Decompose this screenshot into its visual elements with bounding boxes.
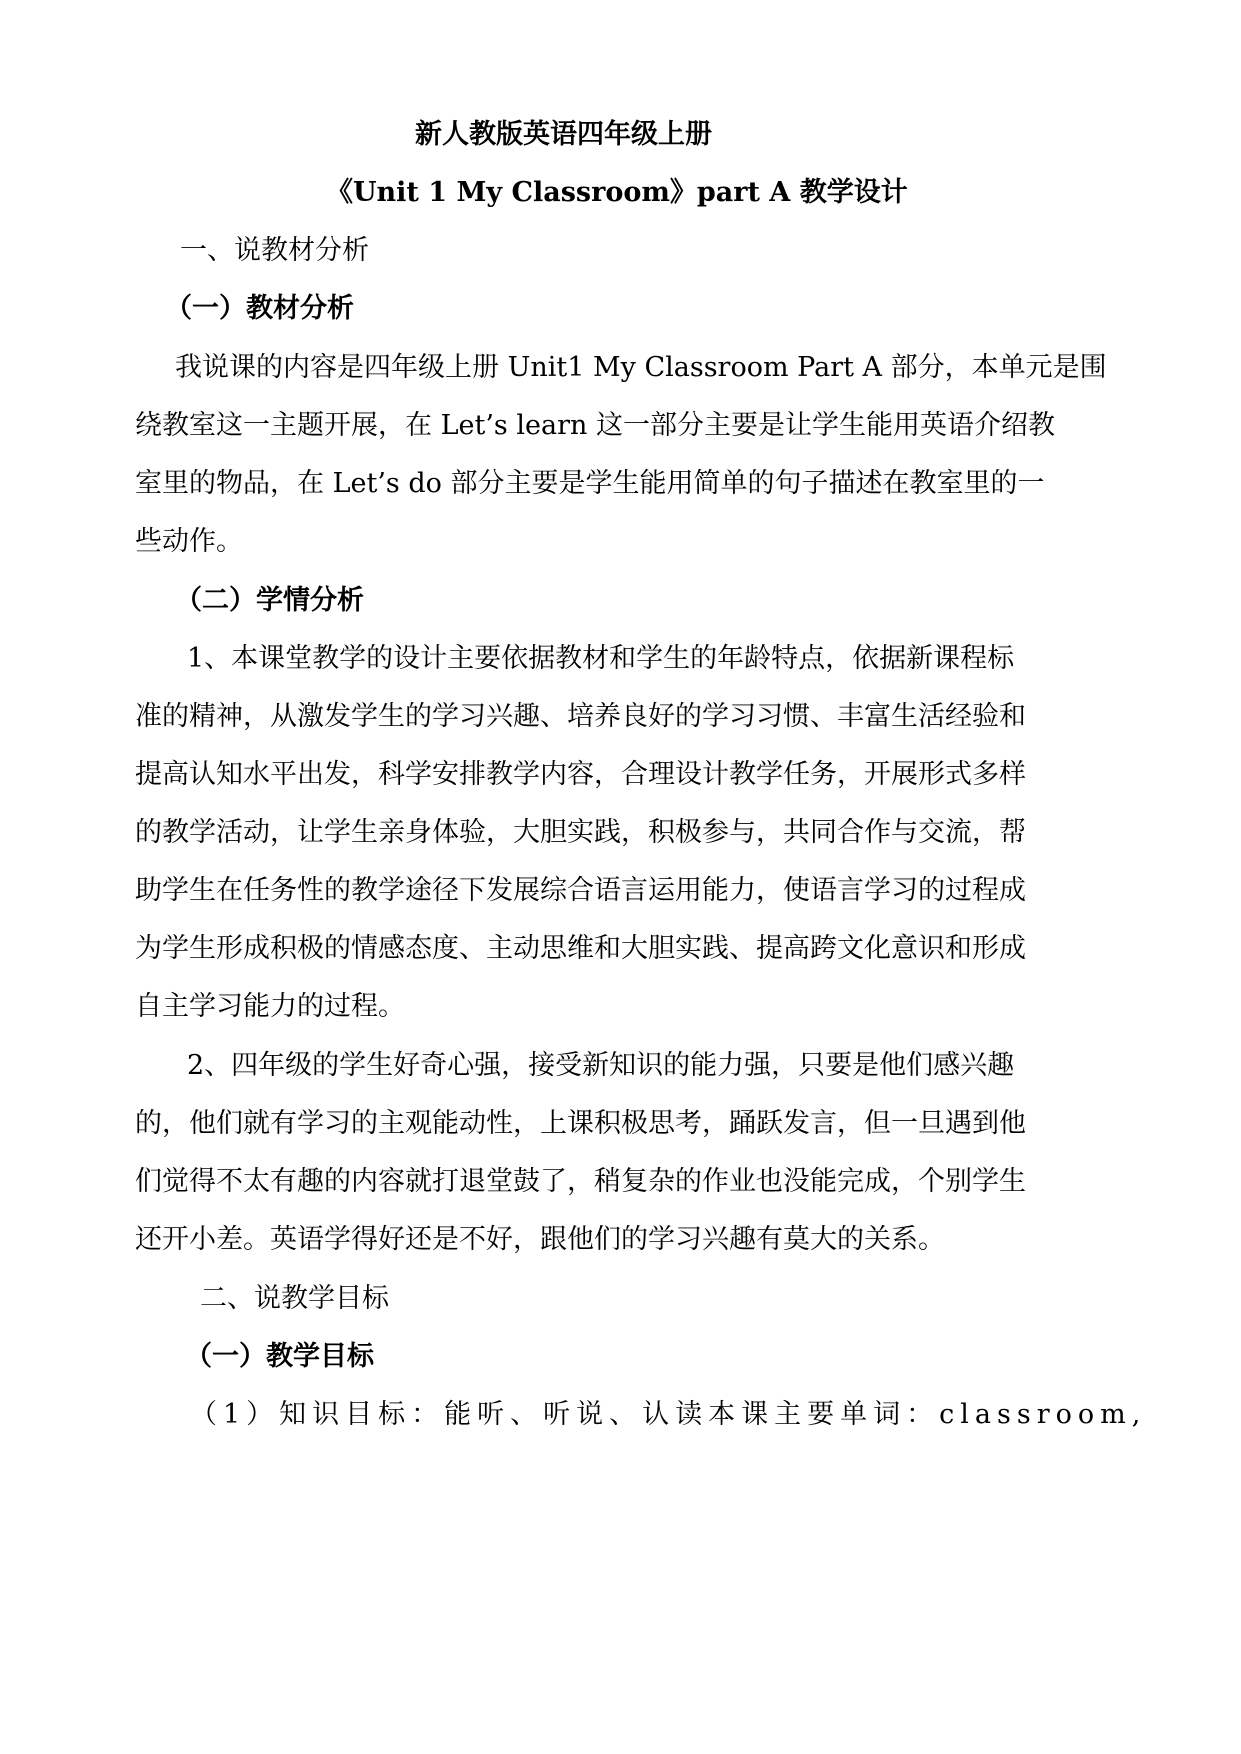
document-title: 新人教版英语四年级上册 (415, 119, 712, 150)
paragraph-line: 绕教室这一主题开展，在 Let’s learn 这一部分主要是让学生能用英语介绍教 (135, 410, 1055, 441)
paragraph-line: 室里的物品，在 Let’s do 部分主要是学生能用简单的句子描述在教室里的一 (135, 468, 1045, 499)
document-subtitle: 《Unit 1 My Classroom》part A 教学设计 (326, 177, 908, 208)
paragraph-line: 为学生形成积极的情感态度、主动思维和大胆实践、提高跨文化意识和形成 (135, 933, 1026, 964)
paragraph-line: 自主学习能力的过程。 (135, 991, 405, 1022)
paragraph-line: 还开小差。英语学得好还是不好，跟他们的学习兴趣有莫大的关系。 (135, 1224, 945, 1255)
paragraph-line: 的教学活动，让学生亲身体验，大胆实践，积极参与，共同合作与交流，帮 (135, 817, 1026, 848)
paragraph-line: 提高认知水平出发，科学安排教学内容，合理设计教学任务，开展形式多样 (135, 759, 1026, 790)
paragraph-line: 们觉得不太有趣的内容就打退堂鼓了，稍复杂的作业也没能完成，个别学生 (135, 1166, 1026, 1197)
subsection-heading-2-1: （一）教学目标 (185, 1341, 374, 1372)
paragraph-line: （1）知识目标：能听、听说、认读本课主要单词：classroom, (190, 1399, 1147, 1430)
subsection-heading-1-2: （二）学情分析 (175, 585, 364, 616)
section-heading-1: 一、说教材分析 (180, 235, 369, 266)
paragraph-line: 2、四年级的学生好奇心强，接受新知识的能力强，只要是他们感兴趣 (187, 1050, 1015, 1081)
paragraph-line: 些动作。 (135, 526, 243, 557)
paragraph-line: 助学生在任务性的教学途径下发展综合语言运用能力，使语言学习的过程成 (135, 875, 1026, 906)
paragraph-line: 我说课的内容是四年级上册 Unit1 My Classroom Part A 部分，本单元是围 (175, 352, 1107, 383)
section-heading-2: 二、说教学目标 (200, 1283, 389, 1314)
paragraph-line: 的，他们就有学习的主观能动性，上课积极思考，踊跃发言，但一旦遇到他 (135, 1108, 1026, 1139)
subsection-heading-1-1: （一）教材分析 (165, 293, 354, 324)
paragraph-line: 准的精神，从激发学生的学习兴趣、培养良好的学习习惯、丰富生活经验和 (135, 701, 1026, 732)
paragraph-line: 1、本课堂教学的设计主要依据教材和学生的年龄特点，依据新课程标 (187, 643, 1015, 674)
